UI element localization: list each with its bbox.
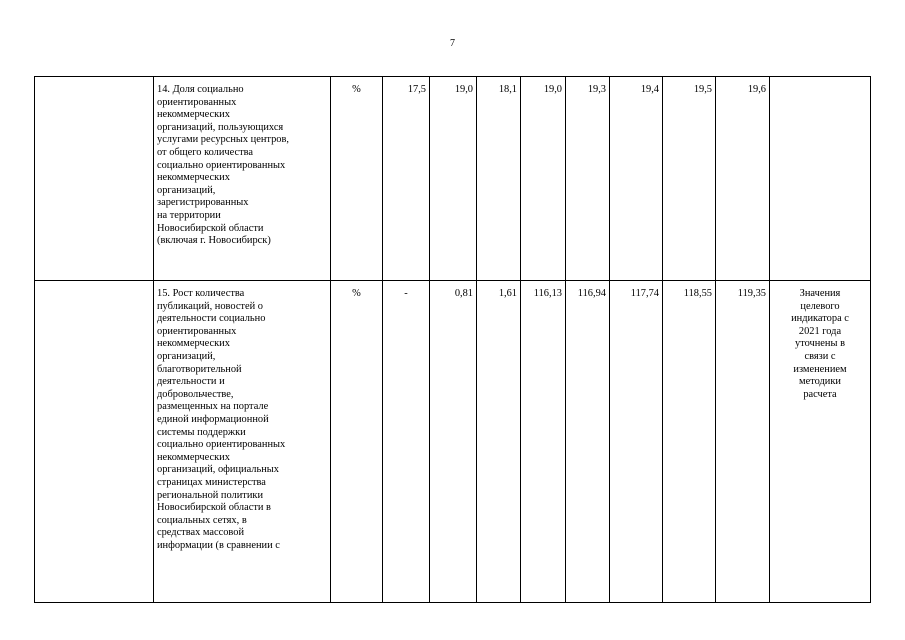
value-cell: 119,35 (716, 281, 770, 603)
value-cell: 17,5 (383, 77, 430, 281)
value-cell: 116,13 (521, 281, 566, 603)
value-cell: 1,61 (477, 281, 521, 603)
value-cell: 118,55 (663, 281, 716, 603)
note-cell: Значения целевого индикатора с 2021 года уточнены в связи с изменением методики расчета (770, 281, 871, 603)
indicators-table (34, 76, 871, 603)
unit-cell: % (331, 77, 383, 281)
note-cell (770, 77, 871, 281)
value-cell: 116,94 (566, 281, 610, 603)
value-cell: 19,0 (430, 77, 477, 281)
value-cell: 18,1 (477, 77, 521, 281)
table-row (35, 77, 871, 281)
program-cell (35, 77, 154, 281)
page-number: 7 (450, 38, 455, 49)
value-cell: 19,3 (566, 77, 610, 281)
value-cell: 19,6 (716, 77, 770, 281)
value-cell: 19,0 (521, 77, 566, 281)
value-cell: 19,5 (663, 77, 716, 281)
table-row (35, 281, 871, 603)
indicator-name-cell: 15. Рост количества публикаций, новостей о деятельности социально ориентированных некоммерческих организаций, благотворительной деятельности и добровольчестве, размещенных на портале единой информационной системы поддержки социально ориентированных некоммерческих организаций, официальных страницах министерства региональной политики Новосибирской области в социальных сетях, в средствах массовой информации (в сравнении с (154, 281, 331, 603)
unit-cell: % (331, 281, 383, 603)
indicator-name-cell: 14. Доля социально ориентированных некоммерческих организаций, пользующихся услугами ресурсных центров, от общего количества социально ориентированных некоммерческих организаций, зарегистрированных на территории Новосибирской области (включая г. Новосибирск) (154, 77, 331, 281)
value-cell: - (383, 281, 430, 603)
value-cell: 117,74 (610, 281, 663, 603)
value-cell: 19,4 (610, 77, 663, 281)
value-cell: 0,81 (430, 281, 477, 603)
program-cell (35, 281, 154, 603)
